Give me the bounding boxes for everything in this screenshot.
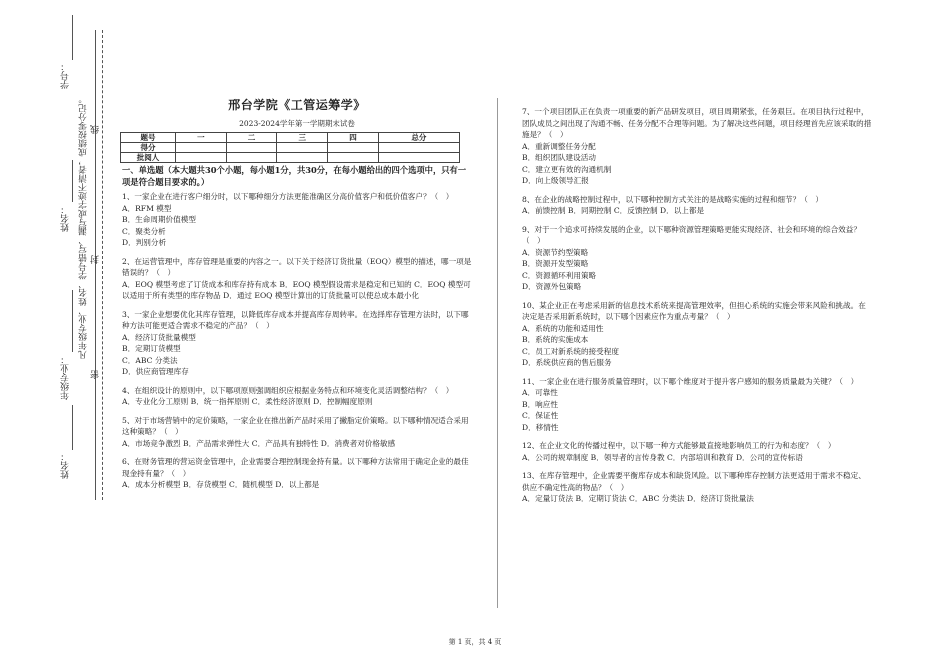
score-header-cell: 二 <box>226 133 277 143</box>
question-option: A．资源节约型策略 <box>522 247 589 257</box>
score-header-cell: 题号 <box>121 133 176 143</box>
question <box>122 385 472 408</box>
score-cell[interactable] <box>328 143 379 153</box>
binding-notice: 凡年级专业、姓名、学号错写、漏写或字迹不清者，成绩按零分记。 <box>79 95 89 359</box>
question-stem: 8、在企业的战略控制过程中，以下哪种控制方式关注的是战略实施的过程和细节？（ ） <box>522 194 823 204</box>
question-option: D．系统供应商的售后服务 <box>522 358 612 367</box>
school-label: 姓名： <box>61 452 71 479</box>
question <box>522 300 872 369</box>
question-option: B．资源开发型策略 <box>522 259 589 268</box>
exam-title: 邢台学院《工管运筹学》 <box>228 98 366 112</box>
question-option: A．经济订货批量模型 <box>122 332 196 342</box>
question-option: A．成本分析模型 B．存货模型 C．随机模型 D．以上都是 <box>122 480 320 489</box>
score-cell[interactable] <box>176 153 227 163</box>
question-option: D．判别分析 <box>122 238 167 247</box>
question-option: B．系统的实施成本 <box>522 335 589 344</box>
score-cell[interactable] <box>226 153 277 163</box>
question-option: C．聚类分析 <box>122 226 166 236</box>
question-option: C．ABC 分类法 <box>122 355 178 365</box>
score-table-row <box>121 153 460 163</box>
score-row-label: 得分 <box>121 143 176 153</box>
question-stem: 12、在企业文化的传播过程中，以下哪一种方式能够最直接地影响员工的行为和态度？（ ） <box>522 441 836 450</box>
question-list-right <box>522 106 872 505</box>
question-stem: 9、对于一个追求可持续发展的企业，以下哪种资源管理策略更能实现经济、社会和环境的综合效益？（ ） <box>522 224 861 245</box>
question-option: A．可靠性 <box>522 388 558 397</box>
student-id-underline <box>72 15 73 60</box>
question <box>522 194 872 217</box>
question-option: A．EOQ 模型考虑了订货成本和库存持有成本 B．EOQ 模型假设需求是稳定和已知的 C．EOQ 模型可以适用于所有类型的库存物品 D．通过 EOQ 模型计算出的订货批量可以使总成本最小化 <box>122 279 471 300</box>
question-option: A．专业化分工原则 B．统一指挥原则 C．柔性经济原则 D．控制幅度原则 <box>122 397 373 406</box>
question-option: A．RFM 模型 <box>122 203 172 213</box>
question <box>122 456 472 491</box>
question-option: C．保证性 <box>522 411 559 420</box>
binding-line-dashed <box>102 30 103 500</box>
question <box>522 106 872 187</box>
question-stem: 11、一家企业在进行服务质量管理时，以下哪个维度对于提升客户感知的服务质量最为关键？（ ） <box>522 376 859 386</box>
score-header-cell: 三 <box>277 133 328 143</box>
question <box>522 376 872 434</box>
student-id-label: 学号： <box>61 62 71 89</box>
question-stem: 6、在财务管理的营运资金管理中，企业需要合理控制现金持有量。以下哪种方法常用于确定企业的最佳现金持有量？（ ） <box>122 457 469 478</box>
question-option: B．定期订货模型 <box>122 344 181 353</box>
left-column <box>122 100 472 498</box>
score-cell[interactable] <box>277 143 328 153</box>
question-stem: 7、一个项目团队正在负责一项重要的新产品研发项目，项目周期紧张，任务艰巨。在项目执行过程中，团队成员之间出现了沟通不畅、任务分配不合理等问题。为了解决这些问题，项目经理首先应该采取的措施是？（ ） <box>522 107 872 139</box>
score-cell[interactable] <box>226 143 277 153</box>
question-option: C．建立更有效的沟通机制 <box>522 164 612 174</box>
score-cell[interactable] <box>176 143 227 153</box>
name-label: 姓名： <box>61 205 71 232</box>
score-cell[interactable] <box>378 153 459 163</box>
question-stem: 3、一家企业想要优化其库存管理，以降低库存成本并提高库存周转率。在选择库存管理方法时，以下哪种方法可能更适合需求不稳定的产品？（ ） <box>122 309 469 330</box>
question-option: B．响应性 <box>522 399 558 409</box>
question <box>122 256 472 302</box>
score-cell[interactable] <box>378 143 459 153</box>
seal-xian: 线 <box>91 125 101 134</box>
name-underline <box>72 160 73 202</box>
question-option: D．供应商管理库存 <box>122 367 189 376</box>
school-underline <box>72 405 73 450</box>
question-option: B．生命周期价值模型 <box>122 215 196 224</box>
seal-feng: 封 <box>91 255 101 264</box>
question <box>122 191 472 249</box>
score-header-cell: 总分 <box>378 133 459 143</box>
question-stem: 1、一家企业在进行客户细分时，以下哪种细分方法更能准确区分高价值客户和低价值客户？（ ） <box>122 192 454 201</box>
question <box>522 224 872 293</box>
question-option: A．重新调整任务分配 <box>522 141 596 151</box>
column-divider <box>497 98 498 608</box>
score-table <box>120 132 460 163</box>
question-option: A．市场竞争激烈 B．产品需求弹性大 C．产品具有独特性 D．消费者对价格敏感 <box>122 438 396 448</box>
question-option: C．员工对新系统的接受程度 <box>522 346 619 356</box>
score-header-cell: 一 <box>176 133 227 143</box>
question-stem: 13、在库存管理中，企业需要平衡库存成本和缺货风险。以下哪种库存控制方法更适用于需求不稳定、供应不确定性高的物品？（ ） <box>522 471 866 492</box>
question <box>522 440 872 463</box>
question-list-left <box>122 191 472 491</box>
question-stem: 2、在运营管理中，库存管理是重要的内容之一。以下关于经济订货批量（EOQ）模型的描述，哪一项是错误的？（ ） <box>122 256 472 277</box>
section-heading: 一、单选题（本大题共30个小题，每小题1分，共30分，在每小题给出的四个选项中，只有一项是符合题目要求的。） <box>122 165 467 187</box>
major-label: 年级专业： <box>61 355 71 400</box>
major-underline <box>72 290 73 352</box>
score-cell[interactable] <box>277 153 328 163</box>
question-option: D．向上级领导汇报 <box>522 176 589 185</box>
question-option: A．公司的规章制度 B．领导者的言传身教 C．内部培训和教育 D．公司的宣传标语 <box>522 452 803 462</box>
question-stem: 5、对于市场营销中的定价策略，一家企业在推出新产品时采用了撇脂定价策略。以下哪种情况适合采用这种策略？（ ） <box>122 415 469 436</box>
exam-subtitle: 2023-2024学年第一学期期末试卷 <box>239 118 355 128</box>
score-row-label: 批阅人 <box>121 153 176 163</box>
score-table-row <box>121 143 460 153</box>
question-option: C．资源循环利用策略 <box>522 270 597 280</box>
seal-mi: 密 <box>91 370 101 379</box>
score-header-cell: 四 <box>328 133 379 143</box>
question-option: D．资源外包策略 <box>522 282 582 291</box>
question-option: A．定量订货法 B．定期订货法 C．ABC 分类法 D．经济订货批量法 <box>522 494 754 503</box>
question-option: A．系统的功能和适用性 <box>522 323 604 333</box>
question <box>522 470 872 505</box>
right-column <box>522 106 872 512</box>
score-table-header-row <box>121 133 460 143</box>
score-cell[interactable] <box>328 153 379 163</box>
question <box>122 309 472 378</box>
page-footer: 第 1 页，共 4 页 <box>448 638 502 646</box>
question-option: A．前馈控制 B．同期控制 C．反馈控制 D．以上都是 <box>522 206 705 215</box>
question-option: D．移情性 <box>522 422 559 432</box>
binding-line-outer <box>95 30 96 500</box>
question <box>122 415 472 450</box>
question-option: B．组织团队建设活动 <box>522 153 596 162</box>
question-stem: 4、在组织设计的原则中，以下哪项原则强调组织应根据业务特点和环境变化灵活调整结构？（ ） <box>122 385 454 395</box>
question-stem: 10、某企业正在考虑采用新的信息技术系统来提高管理效率，但担心系统的实施会带来风险和挑战。在决定是否采用新系统时，以下哪个因素应作为重点考量？（ ） <box>522 300 866 321</box>
